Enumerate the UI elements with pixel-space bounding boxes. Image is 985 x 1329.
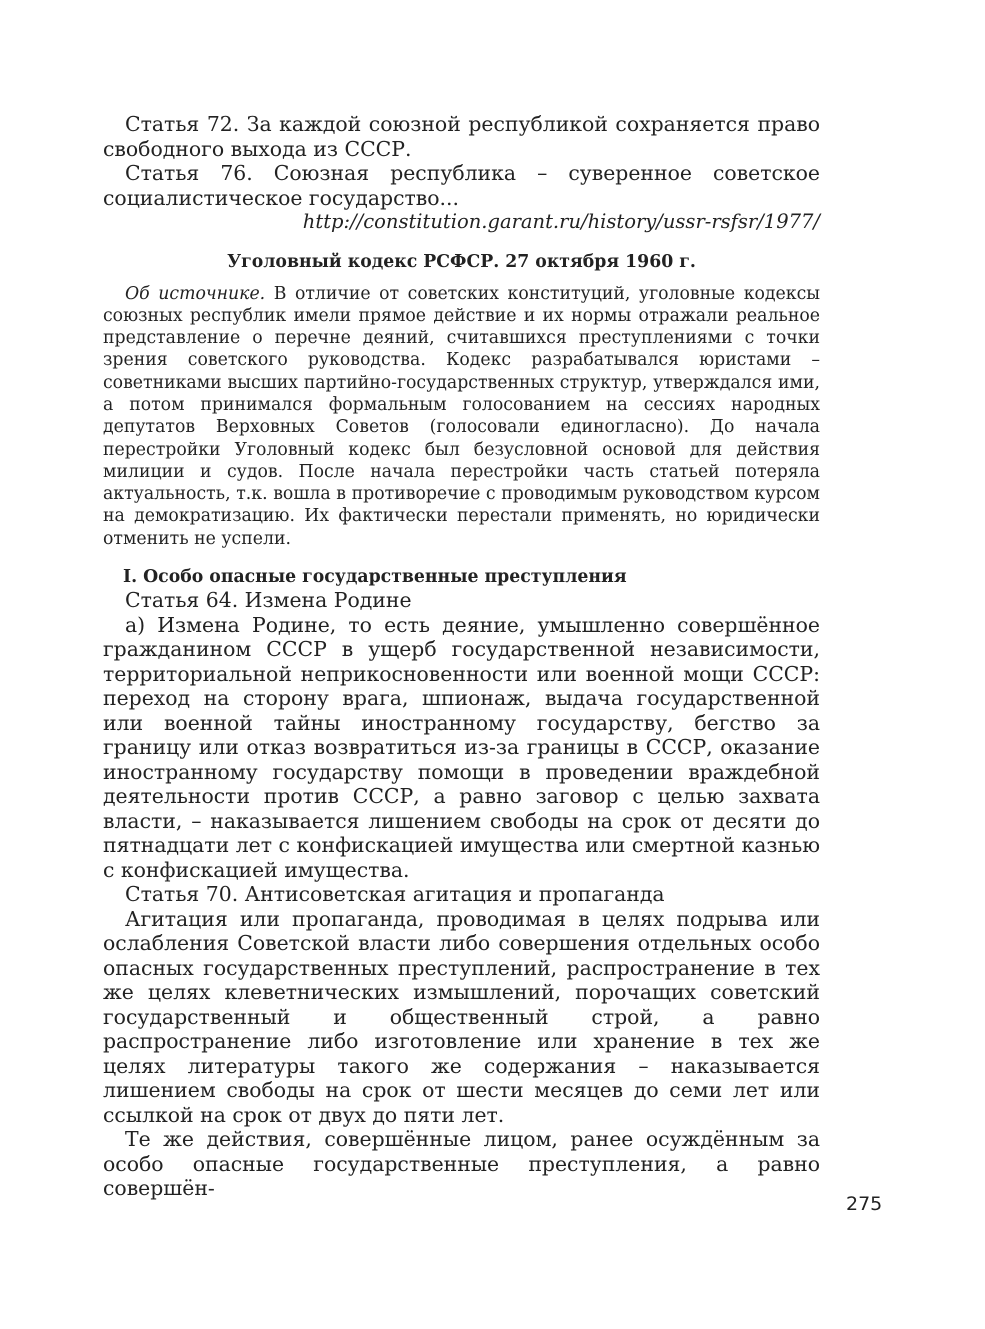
page-body — [103, 112, 820, 1201]
article-70-para1: Агитация или пропаганда, проводимая в целях подрыва или ослабления Советской власти либо совершения отдельных особо опасных государственных преступлений, распространение в тех же целях клеветнических измышлений, порочащих советский государственный и общественный строй, а равно распространение либо изготовление или хранение в тех же целях литературы такого же содержания – наказывается лишением свободы на срок от шести месяцев до семи лет или ссылкой на срок от двух до пяти лет. — [103, 906, 820, 1127]
section-heading: Уголовный кодекс РСФСР. 27 октября 1960 г. — [227, 251, 696, 272]
article-76: Статья 76. Союзная республика – суверенное советское социалистическое государство... — [103, 161, 820, 210]
source-link[interactable]: http://constitution.garant.ru/history/ussr-rsfsr/1977/ — [302, 210, 820, 233]
about-lead: Об источнике. — [125, 283, 266, 304]
article-70-title: Статья 70. Антисоветская агитация и пропаганда — [125, 882, 665, 907]
article-70-para2: Те же действия, совершённые лицом, ранее осуждённым за особо опасные государственные преступления, а равно совершён- — [103, 1127, 820, 1201]
page-number: 275 — [846, 1193, 883, 1215]
about-source — [103, 283, 820, 551]
article-64-text: а) Измена Родине, то есть деяние, умышленно совершённое гражданином СССР в ущерб государственной независимости, территориальной неприкосновенности или военной мощи СССР: переход на сторону врага, шпионаж, выдача государственной или военной тайны иностранному государству, бегство за границу или отказ возвратиться из-за границы в СССР, оказание иностранному государству помощи в проведении враждебной деятельности против СССР, а равно заговор с целью захвата власти, – наказывается лишением свободы на срок от десяти до пятнадцати лет с конфискацией имущества или смертной казнью с конфискацией имущества. — [103, 612, 820, 882]
about-text: В отличие от советских конституций, уголовные кодексы союзных республик имели прямое действие и их нормы отражали реальное представление о перечне деяний, считавшихся преступлениями с точки зрения советского руководства. Кодекс разрабатывался юристами – советниками высших партийно-государственных структур, утверждался ими, а потом принимался формальным голосованием на сессиях народных депутатов Верховных Советов (голосовали единогласно). До начала перестройки Уголовный кодекс был безусловной основой для действия милиции и судов. После начала перестройки часть статьей потеряла актуальность, т.к. вошла в противоречие с проводимым руководством курсом на демократизацию. Их фактически перестали применять, но юридически отменить не успели. — [103, 283, 820, 549]
article-64-title: Статья 64. Измена Родине — [125, 588, 412, 613]
article-72: Статья 72. За каждой союзной республикой сохраняется право свободного выхода из СССР. — [103, 112, 820, 161]
chapter-title: I. Особо опасные государственные преступления — [123, 567, 627, 588]
